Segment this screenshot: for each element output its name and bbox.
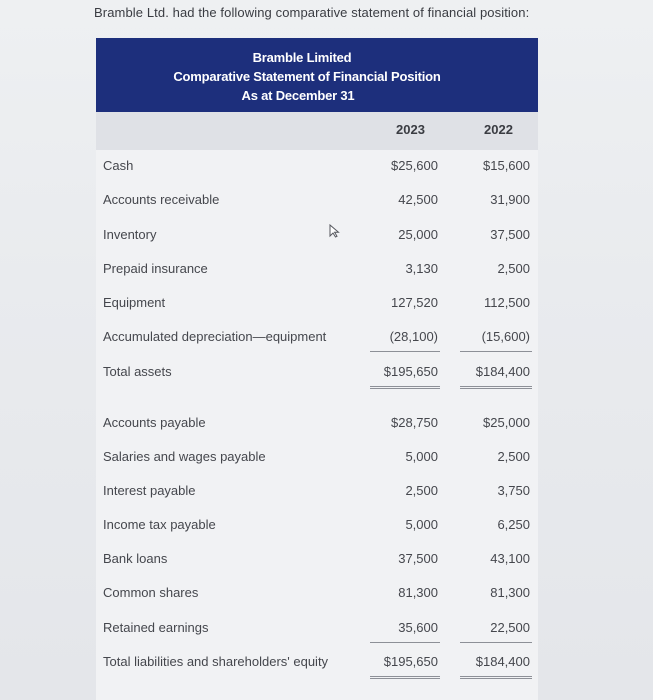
value-2023: 37,500 xyxy=(398,551,438,566)
column-header-2023: 2023 xyxy=(396,122,425,137)
value-2022: $184,400 xyxy=(475,364,530,379)
value-2023: $28,750 xyxy=(391,415,438,430)
value-2023: 5,000 xyxy=(405,517,438,532)
row-label: Accounts receivable xyxy=(103,192,220,207)
value-2022: 43,100 xyxy=(490,551,530,566)
row-label: Total liabilities and shareholders' equity xyxy=(103,654,329,669)
value-2022: 2,500 xyxy=(497,261,530,276)
statement-title: Comparative Statement of Financial Position xyxy=(173,69,441,84)
value-2023: 3,130 xyxy=(405,261,438,276)
subtotal-rule-2022 xyxy=(460,351,532,352)
row-accumulated-depreciation xyxy=(96,323,538,353)
value-2022: $25,000 xyxy=(483,415,530,430)
row-equipment xyxy=(96,289,538,319)
row-income-tax-payable xyxy=(96,511,538,541)
total-rule-2023 xyxy=(370,386,440,389)
row-label: Equipment xyxy=(103,295,166,310)
subtotal-rule-2022 xyxy=(460,642,532,643)
company-name: Bramble Limited xyxy=(252,50,352,65)
row-cash xyxy=(96,152,538,182)
value-2023: 35,600 xyxy=(398,620,438,635)
row-label: Common shares xyxy=(103,585,199,600)
row-label: Inventory xyxy=(103,227,157,242)
total-rule-2022 xyxy=(460,386,532,389)
row-total-liabilities-equity xyxy=(96,648,538,678)
row-bank-loans xyxy=(96,545,538,575)
value-2023: 5,000 xyxy=(405,449,438,464)
value-2023: 81,300 xyxy=(398,585,438,600)
value-2022: 31,900 xyxy=(490,192,530,207)
intro-text: Bramble Ltd. had the following comparative statement of financial position: xyxy=(94,5,530,20)
value-2023: $195,650 xyxy=(383,654,438,669)
value-2023: $25,600 xyxy=(391,158,438,173)
value-2023: 2,500 xyxy=(405,483,438,498)
row-common-shares xyxy=(96,579,538,609)
value-2022: 3,750 xyxy=(497,483,530,498)
statement-header xyxy=(96,38,538,112)
row-retained-earnings xyxy=(96,614,538,644)
total-rule-2022 xyxy=(460,676,532,679)
row-salaries-payable xyxy=(96,443,538,473)
value-2022: $15,600 xyxy=(483,158,530,173)
row-label: Salaries and wages payable xyxy=(103,449,266,464)
value-2023: 42,500 xyxy=(398,192,438,207)
row-label: Cash xyxy=(103,158,134,173)
value-2022: 112,500 xyxy=(483,295,530,310)
row-label: Income tax payable xyxy=(103,517,216,532)
mouse-pointer-icon xyxy=(328,224,342,238)
value-2023: 127,520 xyxy=(391,295,438,310)
financial-statement xyxy=(96,38,538,700)
value-2022: 37,500 xyxy=(490,227,530,242)
row-label: Bank loans xyxy=(103,551,168,566)
row-label: Accounts payable xyxy=(103,415,206,430)
value-2023: (28,100) xyxy=(389,329,438,344)
subtotal-rule-2023 xyxy=(370,351,440,352)
subtotal-rule-2023 xyxy=(370,642,440,643)
statement-date: As at December 31 xyxy=(241,88,355,103)
value-2023: $195,650 xyxy=(383,364,438,379)
row-label: Interest payable xyxy=(103,483,196,498)
row-total-assets xyxy=(96,358,538,388)
column-header-2022: 2022 xyxy=(484,122,513,137)
row-accounts-payable xyxy=(96,409,538,439)
value-2022: 81,300 xyxy=(490,585,530,600)
row-label: Accumulated depreciation—equipment xyxy=(103,329,327,344)
row-accounts-receivable xyxy=(96,186,538,216)
value-2022: (15,600) xyxy=(481,329,530,344)
row-label: Prepaid insurance xyxy=(103,261,208,276)
row-label: Retained earnings xyxy=(103,620,209,635)
value-2022: $184,400 xyxy=(475,654,530,669)
column-header-band xyxy=(96,112,538,150)
value-2023: 25,000 xyxy=(398,227,438,242)
row-inventory xyxy=(96,221,538,251)
row-interest-payable xyxy=(96,477,538,507)
total-rule-2023 xyxy=(370,676,440,679)
value-2022: 6,250 xyxy=(497,517,530,532)
value-2022: 2,500 xyxy=(497,449,530,464)
value-2022: 22,500 xyxy=(490,620,530,635)
row-label: Total assets xyxy=(103,364,172,379)
row-prepaid-insurance xyxy=(96,255,538,285)
